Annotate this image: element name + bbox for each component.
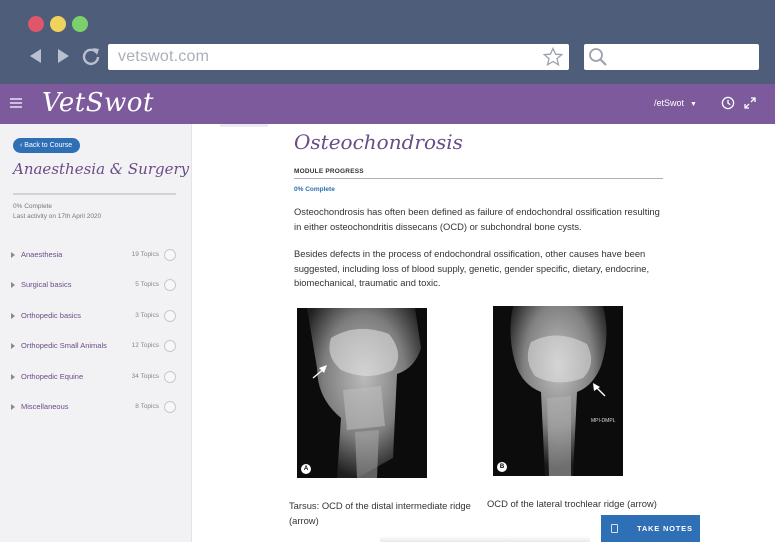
sidebar-item-orthopedic-basics[interactable] bbox=[0, 307, 192, 327]
fullscreen-icon[interactable] bbox=[743, 96, 757, 110]
last-activity-text: Last activity on 17th April 2020 bbox=[13, 213, 102, 220]
sidebar-item-anaesthesia[interactable] bbox=[0, 246, 192, 266]
topic-count: 12 Topics bbox=[131, 342, 159, 349]
xray-annotation: MPI-DMPL bbox=[591, 418, 616, 424]
course-progress-text: 0% Complete bbox=[13, 203, 53, 210]
paragraph: Besides defects in the process of endochondral ossification, other causes have been suggested, including loss of blood supply, genetic, gender specific, dietary, endocrine, biomechanical, traumatic and toxic. bbox=[294, 248, 650, 288]
sidebar-item-orthopedic-equine[interactable] bbox=[0, 368, 192, 388]
vetswot-logo[interactable]: VetSwot bbox=[42, 88, 154, 118]
paragraph: Osteochondrosis has often been defined as failure of endochondral ossification resulting in either osteochondritis dissecans (OCD) or subchondral bone cysts. bbox=[294, 206, 660, 232]
expand-arrow-icon bbox=[11, 343, 15, 349]
sidebar-item-miscellaneous[interactable] bbox=[0, 398, 192, 418]
app-header bbox=[0, 84, 775, 124]
browser-chrome bbox=[0, 0, 775, 84]
sidebar-item-label: Orthopedic basics bbox=[21, 311, 82, 320]
user-menu-label: /etSwot bbox=[654, 98, 685, 108]
image-caption-b: OCD of the lateral trochlear ridge (arrow) bbox=[487, 498, 657, 509]
search-icon bbox=[588, 47, 608, 67]
completion-circle-icon bbox=[164, 340, 176, 352]
reload-icon[interactable] bbox=[81, 46, 101, 66]
xray-image-tarsus bbox=[297, 308, 427, 478]
take-notes-button[interactable] bbox=[601, 515, 700, 542]
topic-count: 19 Topics bbox=[131, 251, 159, 258]
sidebar-item-label: Orthopedic Equine bbox=[21, 372, 84, 381]
image-label-a: A bbox=[301, 464, 311, 474]
module-progress-status: 0% Complete bbox=[294, 186, 335, 193]
notepad-icon bbox=[611, 524, 618, 533]
completion-circle-icon bbox=[164, 249, 176, 261]
completion-circle-icon bbox=[164, 279, 176, 291]
maximize-window-button[interactable] bbox=[72, 16, 88, 32]
topic-count: 5 Topics bbox=[135, 281, 159, 288]
url-text: vetswot.com bbox=[118, 48, 210, 65]
clock-icon[interactable] bbox=[721, 96, 735, 110]
expand-arrow-icon bbox=[11, 313, 15, 319]
scroll-shadow bbox=[380, 536, 590, 542]
completion-circle-icon bbox=[164, 401, 176, 413]
completion-circle-icon bbox=[164, 371, 176, 383]
sidebar-item-label: Miscellaneous bbox=[21, 402, 69, 411]
progress-bar bbox=[13, 193, 176, 195]
sidebar-item-label: Anaesthesia bbox=[21, 250, 63, 259]
close-window-button[interactable] bbox=[28, 16, 44, 32]
xray-image-stifle bbox=[493, 306, 623, 476]
expand-arrow-icon bbox=[11, 404, 15, 410]
back-to-course-button[interactable] bbox=[13, 138, 80, 153]
back-arrow-icon[interactable] bbox=[26, 46, 46, 66]
expand-arrow-icon bbox=[11, 252, 15, 258]
sidebar-item-label: Surgical basics bbox=[21, 280, 72, 289]
menu-icon[interactable] bbox=[10, 98, 22, 108]
expand-arrow-icon bbox=[11, 282, 15, 288]
xray-illustration bbox=[493, 306, 623, 476]
minimize-window-button[interactable] bbox=[50, 16, 66, 32]
back-to-course-label: Back to Course bbox=[24, 142, 73, 149]
page-title: Osteochondrosis bbox=[294, 130, 463, 154]
module-progress-bar bbox=[294, 178, 663, 179]
sidebar-item-surgical-basics[interactable] bbox=[0, 276, 192, 296]
content-tab-indicator bbox=[220, 124, 268, 127]
image-label-b: B bbox=[497, 462, 507, 472]
sidebar-item-orthopedic-small-animals[interactable] bbox=[0, 337, 192, 357]
image-caption-a: Tarsus: OCD of the distal intermediate ridge (arrow) bbox=[289, 500, 471, 526]
course-sidebar bbox=[0, 124, 192, 542]
xray-illustration bbox=[297, 308, 427, 478]
topic-count: 8 Topics bbox=[135, 403, 159, 410]
take-notes-label: TAKE NOTES bbox=[637, 524, 693, 533]
topic-count: 34 Topics bbox=[131, 373, 159, 380]
sidebar-item-label: Orthopedic Small Animals bbox=[21, 341, 107, 350]
user-menu[interactable] bbox=[654, 98, 697, 108]
star-icon[interactable] bbox=[543, 47, 563, 67]
forward-arrow-icon[interactable] bbox=[53, 46, 73, 66]
address-bar[interactable] bbox=[108, 44, 569, 70]
chevron-down-icon: ▼ bbox=[690, 101, 697, 108]
topic-count: 3 Topics bbox=[135, 312, 159, 319]
completion-circle-icon bbox=[164, 310, 176, 322]
module-progress-label: MODULE PROGRESS bbox=[294, 168, 364, 175]
back-arrow-small-icon: ‹ bbox=[20, 142, 23, 149]
browser-search-box[interactable] bbox=[584, 44, 759, 70]
course-title: Anaesthesia & Surgery bbox=[13, 160, 190, 178]
expand-arrow-icon bbox=[11, 374, 15, 380]
